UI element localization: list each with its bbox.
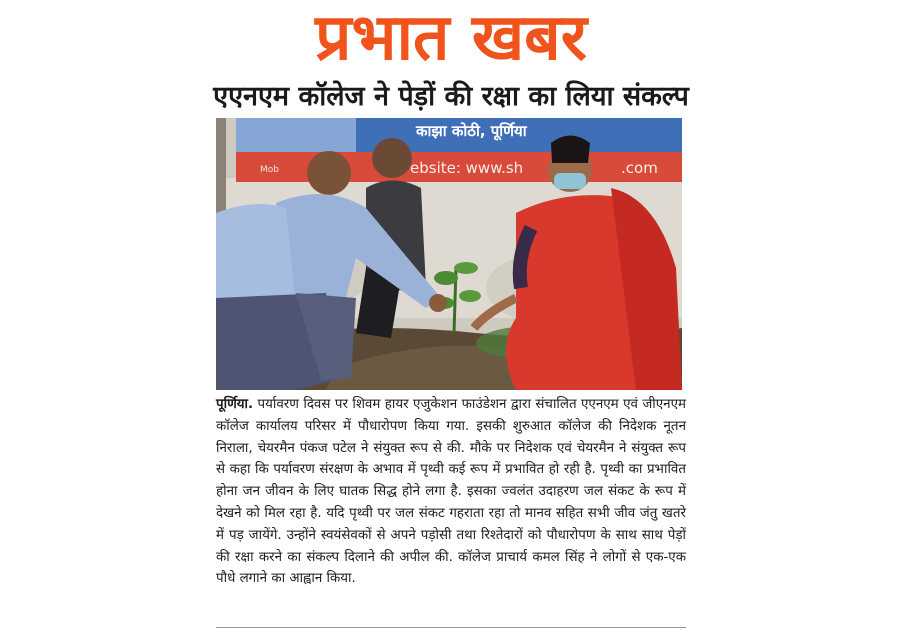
banner-text-line1: काझा कोठी, पूर्णिया (416, 122, 527, 140)
article-photo (216, 118, 682, 390)
article-text: पर्यावरण दिवस पर शिवम हायर एजुकेशन फाउंडेशन द्वारा संचालित एएनएम एवं जीएनएम कॉलेज कार्यालय परिसर में पौधारोपण किया गया. इसकी शुरुआत कॉलेज की निदेशक नूतन निराला, चेयरमैन पंकज पटेल ने संयुक्त रूप से की. मौके पर निदेशक एवं चेयरमैन ने संयुक्त रूप से कहा कि पर्यावरण संरक्षण के अभाव में पृथ्वी कई रूप में प्रभावित हो रही है. पृथ्वी का प्रभावित होना जन जीवन के लिए घातक सिद्ध होने लगा है. इसका ज्वलंत उदाहरण जल संकट के रूप में देखने को मिल रहा है. यदि पृथ्वी पर जल संकट गहराता रहा तो मानव सहित सभी जीव जंतु खतरे में पड़ जायेंगे. उन्होंने स्वयंसेवकों से अपने पड़ोसी तथा रिश्तेदारों को पौधारोपण के साथ साथ पेड़ों की रक्षा करने का संकल्प दिलाने की अपील की. कॉलेज प्राचार्य कमल सिंह ने लोगों से एक-एक पौधे लगाने का आह्वान किया. (216, 397, 686, 587)
bottom-rule (216, 627, 686, 628)
banner-text-line2-end: .com (621, 159, 658, 177)
banner-text-line2: ebsite: www.sh (410, 159, 524, 177)
newspaper-masthead: प्रभात खबर (315, 1, 587, 75)
article-body (216, 394, 686, 590)
article-dateline: पूर्णिया. (216, 397, 254, 412)
article-headline: एएनएम कॉलेज ने पेड़ों की रक्षा का लिया संकल्प (213, 80, 689, 112)
banner-text-prefix: Mob (260, 165, 279, 175)
